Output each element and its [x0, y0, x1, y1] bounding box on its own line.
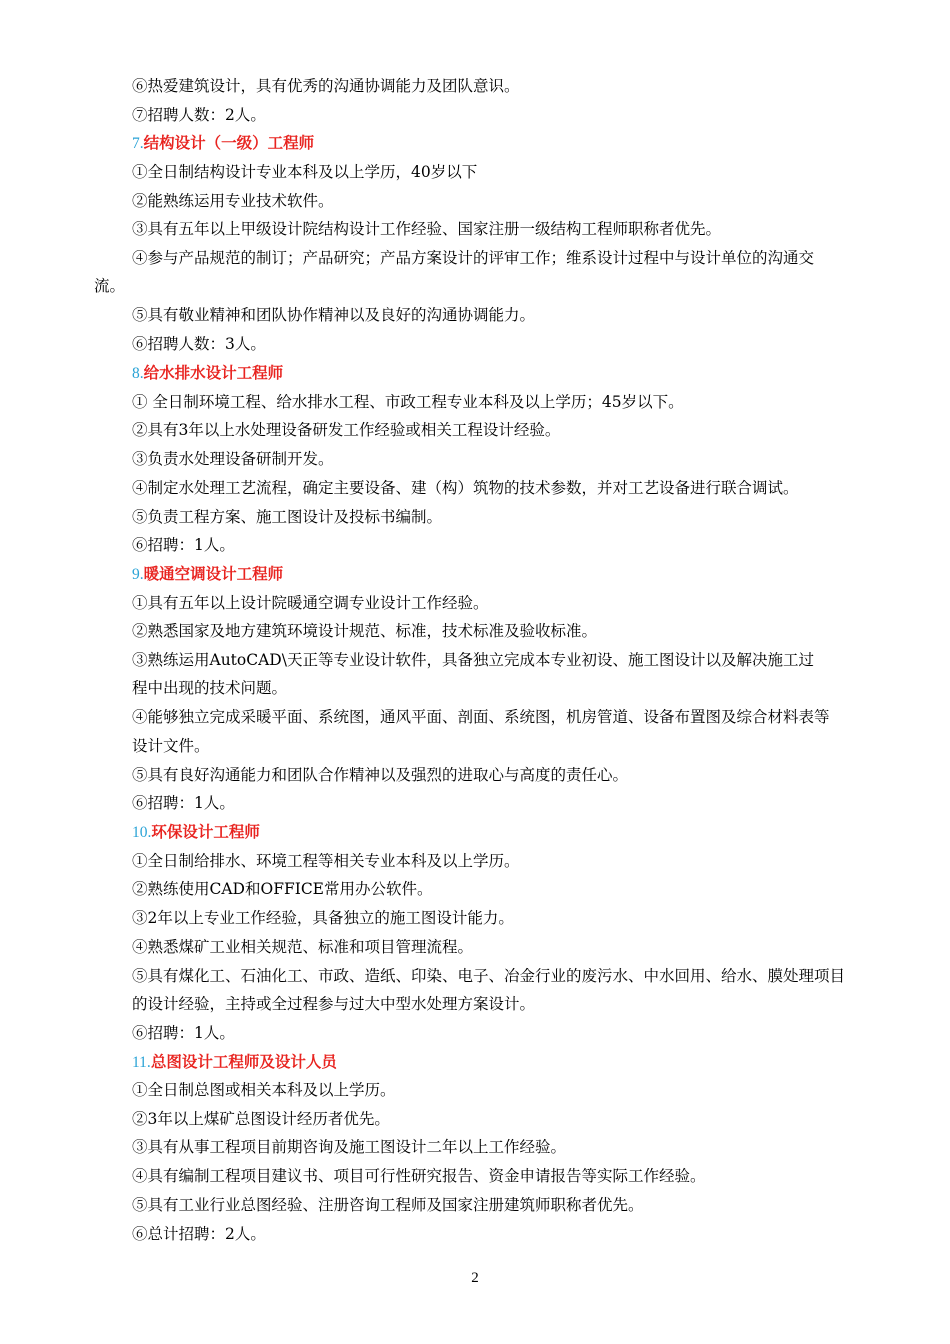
section-number: 8.: [132, 365, 144, 382]
list-item: ⑤具有敬业精神和团队协作精神以及良好的沟通协调能力。: [132, 306, 536, 324]
section-title: 总图设计工程师及设计人员: [150, 1053, 337, 1071]
list-item: ⑤具有工业行业总图经验、注册咨询工程师及国家注册建筑师职称者优先。: [132, 1196, 644, 1214]
list-item: ⑤具有良好沟通能力和团队合作精神以及强烈的进取心与高度的责任心。: [132, 766, 629, 784]
section-heading: [132, 822, 260, 843]
list-item-continuation: 流。: [94, 277, 126, 295]
list-item: ②能熟练运用专业技术软件。: [132, 192, 334, 210]
list-item: ①全日制结构设计专业本科及以上学历，40岁以下: [132, 163, 478, 181]
list-item: ⑥招聘人数：3人。: [132, 335, 266, 353]
list-item-continuation: 程中出现的技术问题。: [132, 679, 288, 697]
list-item: ③负责水处理设备研制开发。: [132, 450, 334, 468]
list-item: ③熟练运用AutoCAD\天正等专业设计软件，具备独立完成本专业初设、施工图设计以及解决施工过: [132, 651, 814, 669]
list-item-continuation: 设计文件。: [132, 737, 210, 755]
list-item: ①具有五年以上设计院暖通空调专业设计工作经验。: [132, 594, 489, 612]
section-heading: [132, 363, 283, 384]
list-item: ②3年以上煤矿总图设计经历者优先。: [132, 1110, 390, 1128]
list-item: ⑥总计招聘：2人。: [132, 1225, 266, 1243]
list-item: ③具有从事工程项目前期咨询及施工图设计二年以上工作经验。: [132, 1138, 567, 1156]
list-item: ④能够独立完成采暖平面、系统图，通风平面、剖面、系统图，机房管道、设备布置图及综合材料表等: [132, 708, 830, 726]
list-item: ④具有编制工程项目建议书、项目可行性研究报告、资金申请报告等实际工作经验。: [132, 1167, 706, 1185]
section-number: 11.: [132, 1054, 151, 1071]
list-item: ⑤具有煤化工、石油化工、市政、造纸、印染、电子、冶金行业的废污水、中水回用、给水、膜处理项目: [132, 967, 846, 985]
list-item: ⑤负责工程方案、施工图设计及投标书编制。: [132, 508, 443, 526]
list-item: ⑥招聘：1人。: [132, 794, 235, 812]
page-number: 2: [471, 1270, 479, 1286]
section-title: 结构设计（一级）工程师: [143, 134, 315, 152]
list-item-continuation: 的设计经验，主持或全过程参与过大中型水处理方案设计。: [132, 995, 536, 1013]
list-item: ① 全日制环境工程、给水排水工程、市政工程专业本科及以上学历；45岁以下。: [132, 393, 684, 411]
section-number: 9.: [132, 566, 144, 583]
list-item: ④参与产品规范的制订；产品研究；产品方案设计的评审工作；维系设计过程中与设计单位的沟通交: [132, 249, 815, 267]
list-item: ②熟悉国家及地方建筑环境设计规范、标准，技术标准及验收标准。: [132, 622, 598, 640]
text-line: ⑦招聘人数：2人。: [132, 106, 266, 124]
list-item: ⑥招聘：1人。: [132, 1024, 235, 1042]
list-item: ②熟练使用CAD和OFFICE常用办公软件。: [132, 880, 433, 898]
section-title: 给水排水设计工程师: [143, 364, 284, 382]
section-title: 环保设计工程师: [151, 823, 260, 841]
section-number: 7.: [132, 135, 144, 152]
text-line: ⑥热爱建筑设计，具有优秀的沟通协调能力及团队意识。: [132, 77, 520, 95]
section-heading: [132, 564, 283, 585]
list-item: ⑥招聘：1人。: [132, 536, 235, 554]
list-item: ④熟悉煤矿工业相关规范、标准和项目管理流程。: [132, 938, 474, 956]
section-number: 10.: [132, 824, 152, 841]
section-heading: [132, 1052, 337, 1073]
list-item: ①全日制给排水、环境工程等相关专业本科及以上学历。: [132, 852, 520, 870]
section-title: 暖通空调设计工程师: [143, 565, 284, 583]
list-item: ④制定水处理工艺流程，确定主要设备、建（构）筑物的技术参数，并对工艺设备进行联合调试。: [132, 479, 799, 497]
list-item: ③2年以上专业工作经验，具备独立的施工图设计能力。: [132, 909, 514, 927]
section-heading: [132, 133, 314, 154]
list-item: ①全日制总图或相关本科及以上学历。: [132, 1081, 396, 1099]
list-item: ②具有3年以上水处理设备研发工作经验或相关工程设计经验。: [132, 421, 561, 439]
list-item: ③具有五年以上甲级设计院结构设计工作经验、国家注册一级结构工程师职称者优先。: [132, 220, 722, 238]
